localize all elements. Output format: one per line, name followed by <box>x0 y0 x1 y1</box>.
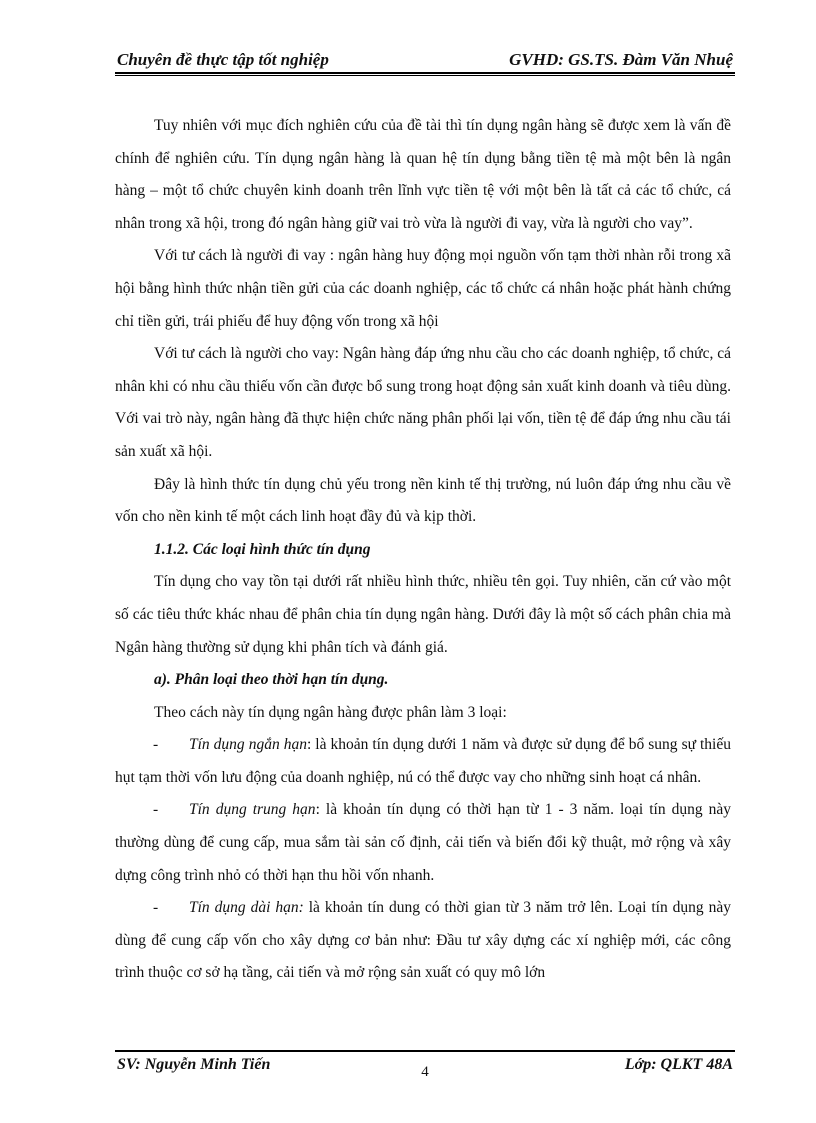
footer-rule <box>115 1050 735 1052</box>
header-title: Chuyên đề thực tập tốt nghiệp <box>117 50 329 69</box>
list-dash: - <box>153 736 159 754</box>
paragraph: Với tư cách là người cho vay: Ngân hàng đáp ứng nhu cầu cho các doanh nghiệp, tổ chức, cá nhân khi có nhu cầu thiếu vốn cần được bổ sung trong hoạt động sản xuất kinh doanh và tiêu dùng. Với vai trò này, ngân hàng đã thực hiện chức năng phân phối lại vốn, tiền tệ để đáp ứng nhu cầu tái sản xuất xã hội. <box>115 345 731 460</box>
footer-student: SV: Nguyễn Minh Tiến <box>117 1056 271 1073</box>
list-text: : là khoản tín dụng dưới 1 năm và được sử dụng để bổ sung sự thiếu hụt tạm thời vốn lưu động của doanh nghiệp, nú có thể được vay cho những sinh hoạt cá nhân. <box>115 736 731 786</box>
paragraph: Tuy nhiên với mục đích nghiên cứu của đề tài thì tín dụng ngân hàng sẽ được xem là vấn đề chính để nghiên cứu. Tín dụng ngân hàng là quan hệ tín dụng bằng tiền tệ mà một bên là ngân hàng – một tổ chức chuyên kinh doanh trên lĩnh vực tiền tệ với một bên là tất cả các tổ chức, cá nhân trong xã hội, trong đó ngân hàng giữ vai trò vừa là người đi vay, vừa là người cho vay”. <box>115 117 731 232</box>
footer-class: Lớp: QLKT 48A <box>624 1056 733 1073</box>
header-rule <box>115 72 735 74</box>
paragraph: Đây là hình thức tín dụng chủ yếu trong nền kinh tế thị trường, nú luôn đáp ứng nhu cầu về vốn cho nền kinh tế một cách linh hoạt đầy đủ và kịp thời. <box>115 475 731 526</box>
paragraph: Theo cách này tín dụng ngân hàng được phân làm 3 loại: <box>154 703 507 721</box>
list-item <box>115 794 731 892</box>
paragraph: Tín dụng cho vay tồn tại dưới rất nhiều hình thức, nhiều tên gọi. Tuy nhiên, căn cứ vào một số các tiêu thức khác nhau để phân chia tín dụng ngân hàng. Dưới đây là một số cách phân chia mà Ngân hàng thường sử dụng khi phân tích và đánh giá. <box>115 573 731 656</box>
document-body <box>115 110 731 990</box>
page-header <box>115 48 735 74</box>
list-item <box>115 729 731 794</box>
section-heading: 1.1.2. Các loại hình thức tín dụng <box>154 540 371 558</box>
page-number: 4 <box>421 1064 429 1080</box>
list-term: Tín dụng ngắn hạn <box>189 736 307 754</box>
list-term: Tín dụng trung hạn <box>189 801 316 819</box>
list-text: là khoản tín dung có thời gian từ 3 năm trở lên. Loại tín dụng này dùng để cung cấp vốn cho xây dựng cơ bản như: Đầu tư xây dựng các xí nghiệp mới, các công trình thuộc cơ sở hạ tầng, cải tiến và mở rộng sản xuất có quy mô lớn <box>115 899 731 982</box>
list-text: : là khoản tín dụng có thời hạn từ 1 - 3 năm. loại tín dụng này thường dùng để cung cấp, mua sắm tài sản cố định, cải tiến và biến đổi kỹ thuật, mở rộng và xây dựng công trình nhỏ có thời hạn thu hồi vốn nhanh. <box>115 801 732 884</box>
header-rule-thin <box>115 75 735 76</box>
header-advisor: GVHD: GS.TS. Đàm Văn Nhuệ <box>509 50 733 69</box>
list-item <box>115 892 731 990</box>
paragraph: Với tư cách là người đi vay : ngân hàng huy động mọi nguồn vốn tạm thời nhàn rỗi trong xã hội bằng hình thức nhận tiền gửi của các doanh nghiệp, các tổ chức cá nhân hoặc phát hành chứng chỉ tiền gửi, trái phiếu để huy động vốn trong xã hội <box>115 247 731 330</box>
list-term: Tín dụng dài hạn: <box>189 899 304 917</box>
page-footer <box>115 1054 735 1084</box>
list-dash: - <box>153 899 159 917</box>
subsection-heading: a). Phân loại theo thời hạn tín dụng. <box>154 671 389 689</box>
list-dash: - <box>153 801 159 819</box>
